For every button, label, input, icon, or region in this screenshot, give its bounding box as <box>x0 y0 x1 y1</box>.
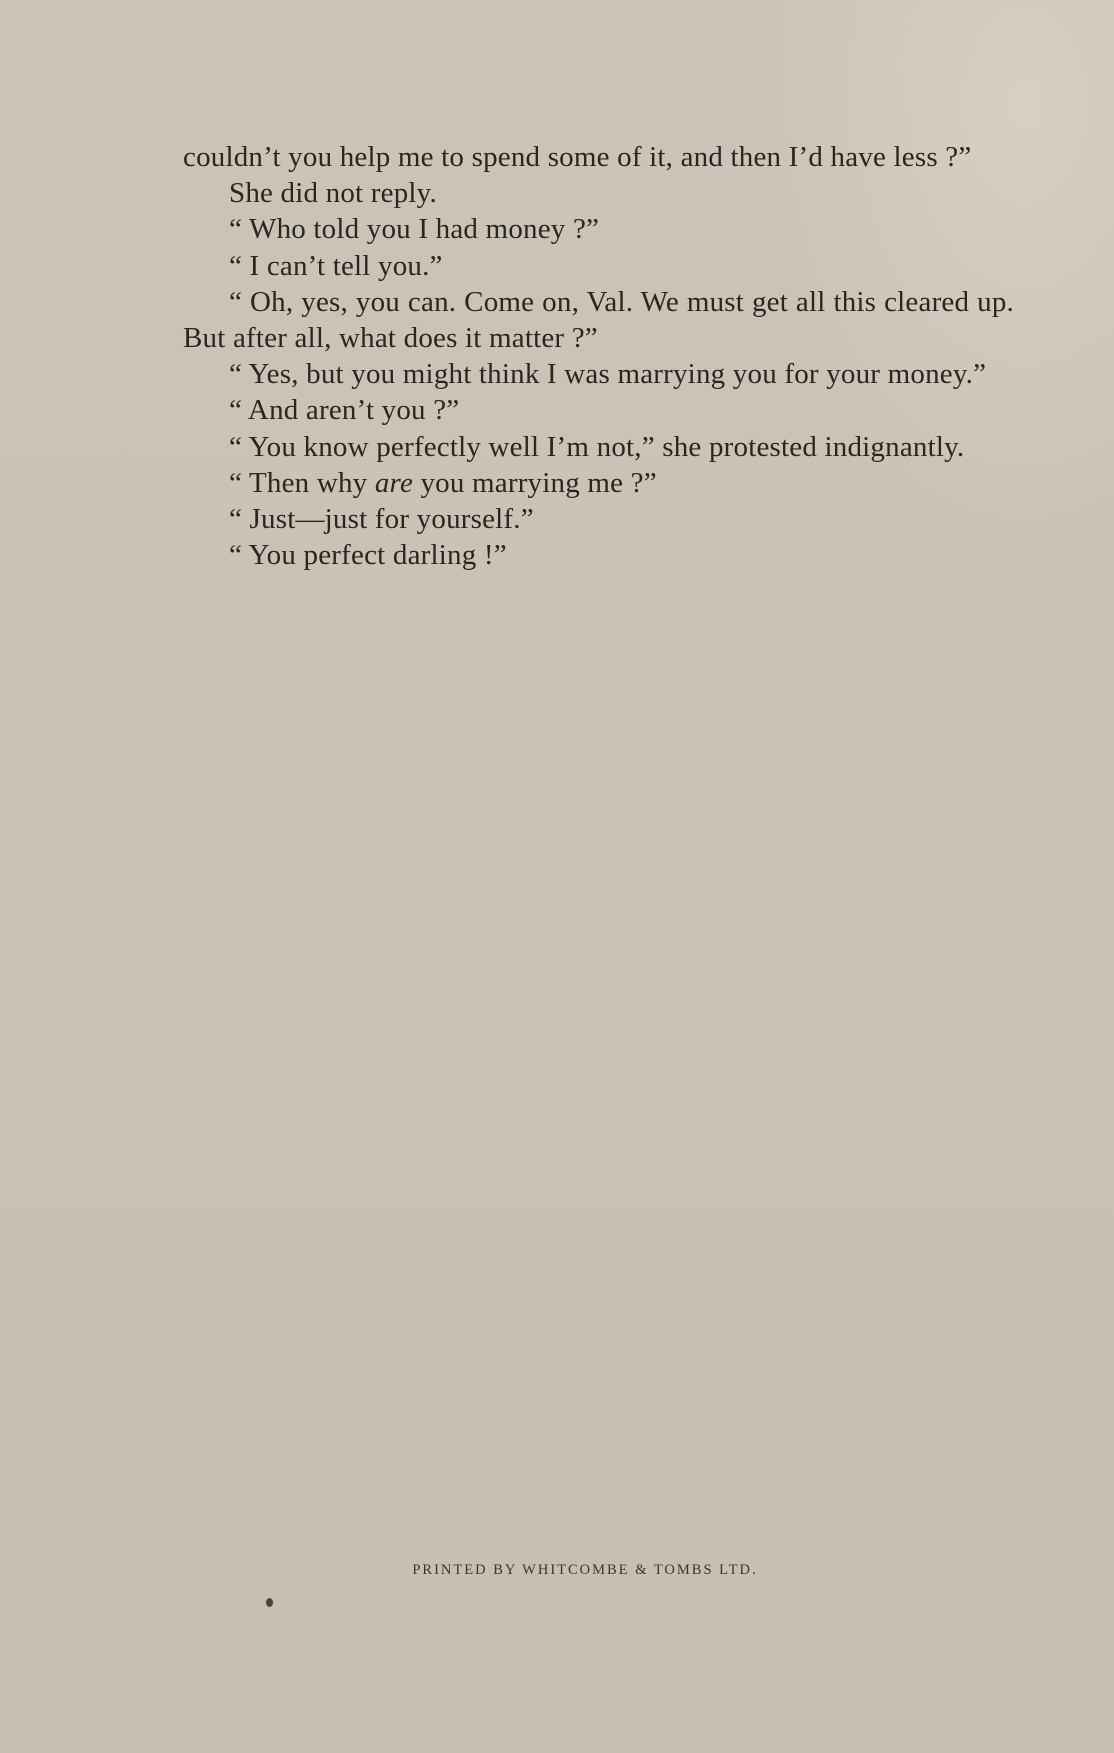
paragraph-7: “ And aren’t you ?” <box>229 394 460 427</box>
body-text <box>183 139 1014 573</box>
printer-imprint: PRINTED BY WHITCOMBE & TOMBS LTD. <box>412 1562 758 1578</box>
paragraph-1: couldn’t you help me to spend some of it, and then I’d have less ?” <box>183 141 972 173</box>
paragraph-9: “ Then why are you marrying me ?” <box>229 466 657 499</box>
paragraph-10: “ Just—just for yourself.” <box>229 503 534 536</box>
paragraph-5: “ Oh, yes, you can. Come on, Val. We must get all this cleared up. But after all, what does it matter ?” <box>183 285 1014 355</box>
paragraph-11: “ You perfect darling !” <box>229 539 507 572</box>
paragraph-8: “ You know perfectly well I’m not,” she protested indignantly. <box>229 430 965 463</box>
paragraph-6: “ Yes, but you might think I was marrying you for your money.” <box>229 358 987 391</box>
ink-speck <box>266 1598 273 1607</box>
paragraph-3: “ Who told you I had money ?” <box>229 213 600 246</box>
paragraph-4: “ I can’t tell you.” <box>229 249 443 282</box>
emphasis-are: are <box>374 466 414 499</box>
paragraph-2: She did not reply. <box>229 177 437 210</box>
